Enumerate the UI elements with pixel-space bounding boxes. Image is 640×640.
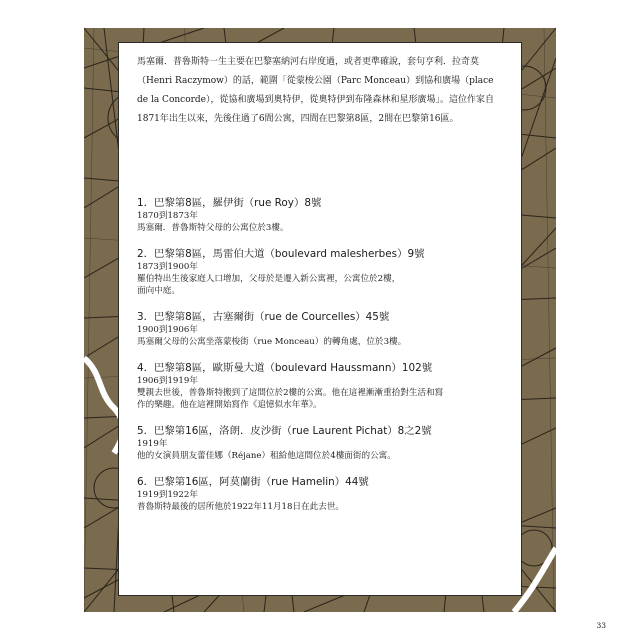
residence-title: 6．巴黎第16區，阿莫蘭街（rue Hamelin）44號 [137,476,369,488]
residence-entry [137,424,509,462]
residence-years: 1900到1906年 [137,325,198,335]
intro-paragraph: 馬塞爾．普魯斯特一生主要在巴黎塞納河右岸度過，或者更準確說，套句亨利．拉奇莫（Henri Raczymow）的話，範圍「從蒙梭公園（Parc Monceau）到協和廣場（place de la Concorde），從協和廣場到奧特伊，從奧特伊到布隆森林和星形廣場」。這位作家自1871年出生以來，先後住過了6間公寓，四間在巴黎第8區，2間在巴黎第16區。 [137,57,495,124]
residence-description: 作的樂趣。他在這裡開始寫作《追憶似水年華》。 [137,400,322,410]
residence-entry [137,475,509,513]
residence-title: 1．巴黎第8區，羅伊街（rue Roy）8號 [137,197,322,209]
residence-description: 他的女演員朋友蕾佳娜（Réjane）租給他這間位於4樓面街的公寓。 [137,451,396,461]
residence-title: 3．巴黎第8區，古塞爾街（rue de Courcelles）45號 [137,311,390,323]
residence-entry [137,361,509,411]
residence-description: 馬塞爾父母的公寓坐落蒙梭街（rue Monceau）的轉角處，位於3樓。 [137,337,407,347]
residence-entry [137,310,509,348]
residence-years: 1906到1919年 [137,376,198,386]
content-panel [118,42,522,596]
residence-description: 面向中庭。 [137,286,180,296]
residence-title: 4．巴黎第8區，歐斯曼大道（boulevard Haussmann）102號 [137,362,433,374]
page-number: 33 [596,621,606,630]
residence-years: 1919到1922年 [137,490,198,500]
residence-years: 1873到1900年 [137,262,198,272]
residence-entry [137,196,509,234]
residence-description: 普魯斯特最後的居所他於1922年11月18日在此去世。 [137,502,345,512]
residence-list [137,196,509,513]
residence-years: 1919年 [137,439,168,449]
residence-description: 雙親去世後，普魯斯特搬到了這間位於2樓的公寓。他在這裡漸漸重拾對生活和寫 [137,388,444,398]
residence-years: 1870到1873年 [137,211,198,221]
residence-title: 2．巴黎第8區，馬雷伯大道（boulevard malesherbes）9號 [137,248,425,260]
residence-description: 羅伯特出生後家庭人口增加，父母於是遷入新公寓裡，公寓位於2樓， [137,274,401,284]
residence-title: 5．巴黎第16區，洛朗．皮沙街（rue Laurent Pichat）8之2號 [137,425,432,437]
residence-entry [137,247,509,297]
residence-description: 馬塞爾．普魯斯特父母的公寓位於3樓。 [137,223,289,233]
